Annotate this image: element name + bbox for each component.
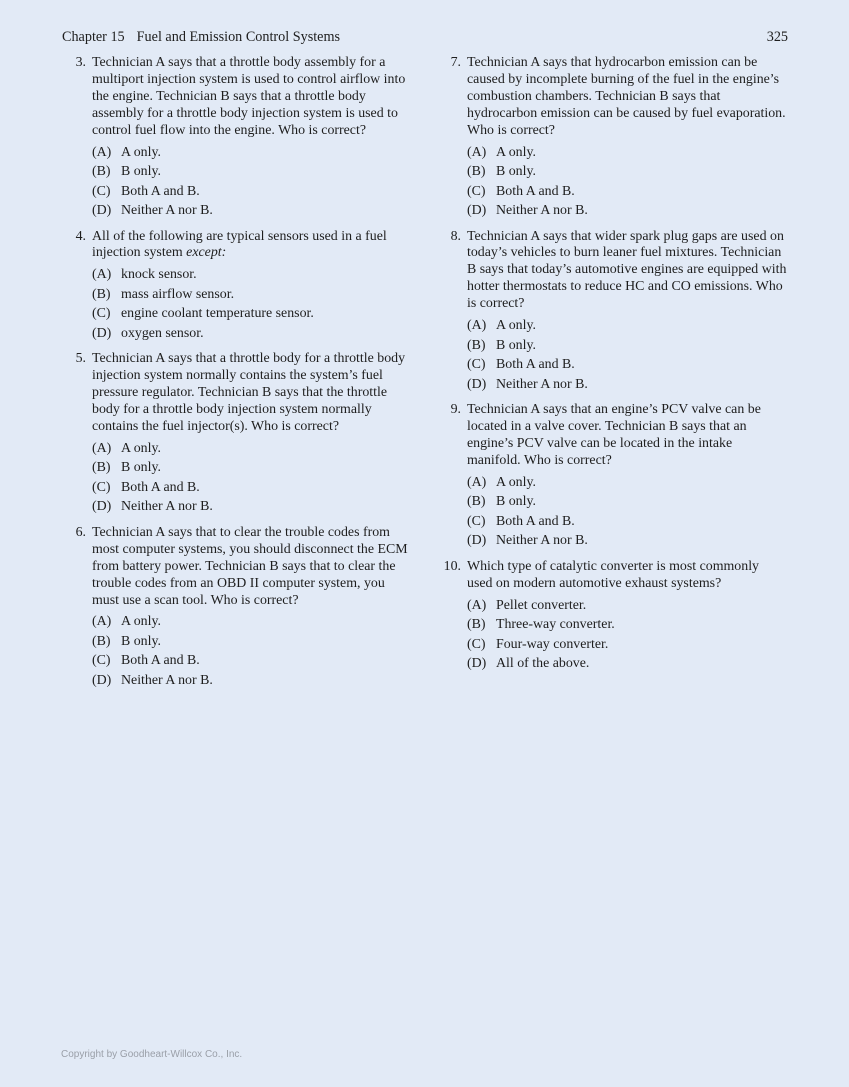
question-number: 10. xyxy=(443,558,461,574)
option-c[interactable] xyxy=(467,512,787,532)
option-d[interactable] xyxy=(467,201,787,221)
option-text: Neither A nor B. xyxy=(496,376,588,392)
option-text: B only. xyxy=(121,164,162,180)
question-stem: Technician A says that wider spark plug gaps are used on today’s vehicles to burn leaner fuel mixtures. Technician B says that today’s automotive engines are equipped with hotter thermostats to reduce HC and CO emissions. Who is correct? xyxy=(467,228,787,312)
option-text: knock sensor. xyxy=(121,267,197,283)
option-d[interactable] xyxy=(92,671,412,691)
question-number: 9. xyxy=(450,402,461,418)
option-d[interactable] xyxy=(467,531,787,551)
option-text: engine coolant temperature sensor. xyxy=(121,306,314,322)
option-letter: (A) xyxy=(467,318,487,334)
option-c[interactable] xyxy=(92,182,412,202)
option-letter: (C) xyxy=(467,357,486,373)
option-text: Neither A nor B. xyxy=(121,203,213,219)
question-number: 3. xyxy=(75,55,86,70)
answer-options xyxy=(467,316,787,394)
question-9 xyxy=(437,402,787,551)
chapter-label: Chapter 15 xyxy=(62,29,125,45)
option-letter: (D) xyxy=(467,203,487,219)
option-letter: (B) xyxy=(92,633,111,649)
option-letter: (C) xyxy=(467,636,486,652)
question-10 xyxy=(437,559,787,674)
option-text: Both A and B. xyxy=(496,513,575,529)
answer-options xyxy=(92,143,412,221)
stem-text: All of the following are typical sensors used in a fuel injection system xyxy=(92,228,387,261)
option-a[interactable] xyxy=(467,316,787,336)
question-number: 6. xyxy=(75,524,86,540)
question-number: 7. xyxy=(450,55,461,70)
option-a[interactable] xyxy=(92,265,412,285)
option-text: B only. xyxy=(121,460,162,476)
answer-options xyxy=(467,596,787,674)
option-text: A only. xyxy=(121,614,162,630)
chapter-title: Fuel and Emission Control Systems xyxy=(136,29,341,45)
running-head xyxy=(62,28,788,46)
option-text: B only. xyxy=(496,164,537,180)
option-text: All of the above. xyxy=(496,656,590,671)
option-c[interactable] xyxy=(467,182,787,202)
option-a[interactable] xyxy=(92,439,412,459)
option-c[interactable] xyxy=(92,304,412,324)
copyright-footer: Copyright by Goodheart-Willcox Co., Inc. xyxy=(61,1049,243,1060)
option-letter: (A) xyxy=(467,597,487,613)
option-text: Neither A nor B. xyxy=(121,672,213,688)
option-d[interactable] xyxy=(92,201,412,221)
option-text: Both A and B. xyxy=(121,653,200,669)
option-text: mass airflow sensor. xyxy=(121,286,235,302)
option-letter: (B) xyxy=(467,337,486,353)
option-c[interactable] xyxy=(467,355,787,375)
question-stem: Technician A says that an engine’s PCV valve can be located in a valve cover. Technician B says that an engine’s PCV valve can be located in the intake manifold. Who is correct? xyxy=(467,402,761,468)
page-number: 325 xyxy=(766,29,788,45)
option-letter: (B) xyxy=(92,460,111,476)
option-letter: (B) xyxy=(92,164,111,180)
option-c[interactable] xyxy=(92,478,412,498)
question-number: 5. xyxy=(75,351,86,367)
option-d[interactable] xyxy=(467,654,787,674)
option-letter: (C) xyxy=(92,183,111,199)
answer-options xyxy=(92,265,412,343)
option-b[interactable] xyxy=(92,162,412,182)
option-text: Pellet converter. xyxy=(496,597,587,613)
option-letter: (A) xyxy=(467,474,487,490)
option-text: Neither A nor B. xyxy=(496,203,588,219)
option-letter: (A) xyxy=(92,267,112,283)
option-b[interactable] xyxy=(92,632,412,652)
question-8 xyxy=(437,229,787,395)
option-letter: (C) xyxy=(467,513,486,529)
answer-options xyxy=(467,473,787,551)
option-letter: (C) xyxy=(92,306,111,322)
option-b[interactable] xyxy=(467,615,787,635)
option-letter: (C) xyxy=(467,183,486,199)
option-text: Both A and B. xyxy=(121,183,200,199)
right-column xyxy=(437,55,787,682)
option-c[interactable] xyxy=(467,635,787,655)
option-text: A only. xyxy=(496,318,537,334)
question-5 xyxy=(62,351,412,517)
option-text: A only. xyxy=(121,144,162,160)
option-letter: (A) xyxy=(92,144,112,160)
option-letter: (A) xyxy=(92,614,112,630)
option-letter: (B) xyxy=(92,286,111,302)
option-letter: (B) xyxy=(467,494,486,510)
option-letter: (A) xyxy=(467,144,487,160)
option-b[interactable] xyxy=(467,336,787,356)
option-b[interactable] xyxy=(467,162,787,182)
question-stem: Technician A says that a throttle body for a throttle body injection system normally contains the system’s fuel pressure regulator. Technician B says that the throttle body for a throttle body injection system normally contains the fuel injector(s). Who is correct? xyxy=(92,351,406,434)
option-letter: (D) xyxy=(92,499,112,515)
option-text: oxygen sensor. xyxy=(121,325,204,341)
option-letter: (D) xyxy=(467,656,487,671)
question-stem xyxy=(92,229,412,263)
option-a[interactable] xyxy=(92,612,412,632)
option-text: Both A and B. xyxy=(496,357,575,373)
option-text: Neither A nor B. xyxy=(121,499,213,515)
option-text: B only. xyxy=(496,494,537,510)
option-a[interactable] xyxy=(467,473,787,493)
question-4 xyxy=(62,229,412,344)
option-a[interactable] xyxy=(467,143,787,163)
option-letter: (D) xyxy=(467,376,487,392)
option-text: Four-way converter. xyxy=(496,636,609,652)
option-b[interactable] xyxy=(467,492,787,512)
option-a[interactable] xyxy=(92,143,412,163)
question-stem: Technician A says that to clear the trouble codes from most computer systems, you should disconnect the ECM from battery power. Technician B says that to clear the trouble codes from an OBD II computer system, you must use a scan tool. Who is correct? xyxy=(92,524,408,608)
option-b[interactable] xyxy=(92,285,412,305)
option-text: B only. xyxy=(121,633,162,649)
option-b[interactable] xyxy=(92,458,412,478)
answer-options xyxy=(92,612,412,690)
option-text: A only. xyxy=(496,474,537,490)
option-d[interactable] xyxy=(92,324,412,344)
question-7 xyxy=(437,55,787,221)
option-letter: (D) xyxy=(467,533,487,549)
option-c[interactable] xyxy=(92,651,412,671)
question-stem: Which type of catalytic converter is most commonly used on modern automotive exhaust systems? xyxy=(467,558,760,591)
option-letter: (D) xyxy=(92,203,112,219)
option-letter: (C) xyxy=(92,479,111,495)
option-letter: (D) xyxy=(92,325,112,341)
option-a[interactable] xyxy=(467,596,787,616)
option-text: A only. xyxy=(121,440,162,456)
option-d[interactable] xyxy=(467,375,787,395)
left-column xyxy=(62,55,412,698)
question-6 xyxy=(62,525,412,691)
option-letter: (A) xyxy=(92,440,112,456)
option-text: Both A and B. xyxy=(496,183,575,199)
question-number: 4. xyxy=(75,228,86,244)
answer-options xyxy=(92,439,412,517)
option-letter: (D) xyxy=(92,672,112,688)
option-text: Both A and B. xyxy=(121,479,200,495)
option-letter: (C) xyxy=(92,653,111,669)
question-stem: Technician A says that a throttle body assembly for a multiport injection system is used to control airflow into the engine. Technician B says that a throttle body assembly for a throttle body injection system is used to control fuel flow into the engine. Who is correct? xyxy=(92,55,406,138)
chapter-heading xyxy=(62,28,340,46)
option-text: A only. xyxy=(496,144,537,160)
answer-options xyxy=(467,143,787,221)
question-3 xyxy=(62,55,412,221)
option-text: Three-way converter. xyxy=(496,617,615,632)
stem-emphasis: except: xyxy=(186,245,227,261)
option-d[interactable] xyxy=(92,497,412,517)
option-letter: (B) xyxy=(467,164,486,180)
option-letter: (B) xyxy=(467,617,486,632)
option-text: Neither A nor B. xyxy=(496,533,588,549)
question-number: 8. xyxy=(450,228,461,244)
question-stem: Technician A says that hydrocarbon emission can be caused by incomplete burning of the fuel in the engine’s combustion chambers. Technician B says that hydrocarbon emission can be caused by fuel evaporation. Who is correct? xyxy=(467,55,786,138)
option-text: B only. xyxy=(496,337,537,353)
